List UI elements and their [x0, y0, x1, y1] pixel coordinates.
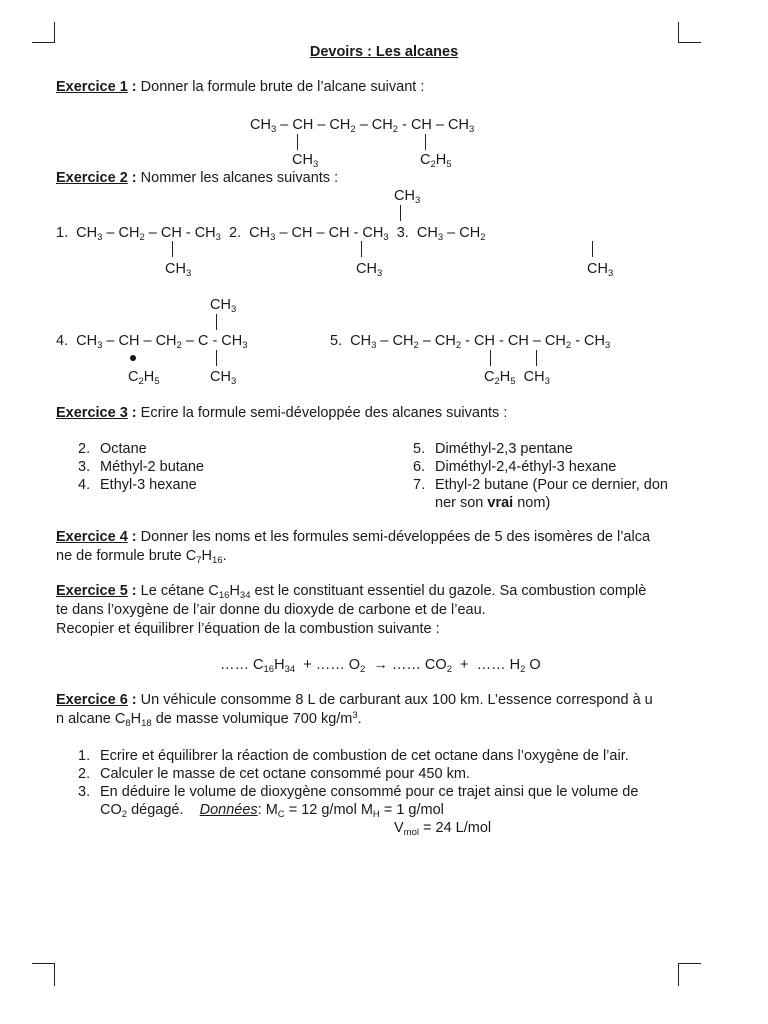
list-item: 5. Diméthyl-2,3 pentane — [413, 441, 573, 457]
ex2-f4-sub2: $CH_3$ — [210, 369, 237, 387]
ex1-bond-2 — [425, 134, 426, 150]
crop-mark-top-right — [678, 22, 701, 43]
ex4-label: Exercice 4 — [56, 529, 128, 545]
list-item: 1. Ecrire et équilibrer la réaction de combustion de cet octane dans l’oxygène de l’air. — [78, 748, 629, 764]
ex2-f1-bond — [172, 241, 173, 257]
ex6-list — [78, 747, 638, 801]
ex3-label: Exercice 3 — [56, 405, 128, 421]
list-item-cont: ner son vrai nom) — [435, 495, 551, 511]
ex1-sub-c2h5: $C_2H_5$ — [420, 152, 452, 170]
ex2-f2-bond — [361, 241, 362, 257]
ex3-heading: Exercice 3 : Ecrire la formule semi-développée des alcanes suivants : — [56, 405, 508, 421]
crop-mark-top-left — [32, 22, 55, 43]
ex1-heading: Exercice 1 : Donner la formule brute de l’alcane suivant : — [56, 79, 425, 95]
ex6-line1: Exercice 6 : Un véhicule consomme 8 L de carburant aux 100 km. L’essence correspond à u — [56, 692, 653, 708]
ex6-label: Exercice 6 — [56, 692, 128, 708]
page-title: Devoirs : Les alcanes — [309, 44, 459, 60]
donnees-label: Données — [199, 802, 258, 818]
ex5-line2: te dans l’oxygène de l’air donne du dioxyde de carbone et de l’eau. — [56, 602, 486, 618]
ex1-label: Exercice 1 — [56, 79, 128, 95]
ex2-f5-sub: $C_2H_5$ $CH_3$ — [484, 369, 550, 387]
ex5-line3: Recopier et équilibrer l’équation de la combustion suivante : — [56, 621, 440, 637]
ex6-vmol: $V_{mol} = 24$ L/mol — [394, 820, 492, 838]
ex2-f5-bond-2 — [536, 350, 537, 366]
ex2-f5-bond-1 — [490, 350, 491, 366]
ex2-text: Nommer les alcanes suivants : — [140, 170, 339, 186]
ex2-f3-sub: $CH_3$ — [587, 261, 614, 279]
list-item: 3. Méthyl-2 butane — [78, 459, 204, 475]
ex2-row2: 4. $CH_3$ – CH – $CH_2$ – C - $CH_3$ — [56, 333, 248, 351]
ex1-bond-1 — [297, 134, 298, 150]
list-item: 6. Diméthyl-2,4-éthyl-3 hexane — [413, 459, 617, 475]
list-item: 7. Ethyl-2 butane (Pour ce dernier, don — [413, 477, 668, 493]
ex3-right-list — [413, 440, 668, 512]
ex3-left-list — [78, 440, 204, 494]
ex5-line1: Exercice 5 : Le cétane $C_{16}H_{34}$ est le constituant essentiel du gazole. Sa combustion complè — [56, 583, 647, 601]
list-item: 2. Calculer le masse de cet octane consommé pour 450 km. — [78, 766, 470, 782]
ex3-text: Ecrire la formule semi-développée des alcanes suivants : — [140, 405, 508, 421]
crop-mark-bottom-left — [32, 963, 55, 986]
ex4-line2: ne de formule brute $C_7H_{16}$. — [56, 548, 227, 566]
ex5-label: Exercice 5 — [56, 583, 128, 599]
ex2-f4-top-bond — [216, 314, 217, 330]
ex2-f3-bond — [592, 241, 593, 257]
ex1-sub-ch3: $CH_3$ — [292, 152, 319, 170]
ex2-f4-sub1: $C_2H_5$ — [128, 369, 160, 387]
list-item: 3. En déduire le volume de dioxygène consommé pour ce trajet ainsi que le volume de — [78, 784, 639, 800]
ex2-row2-f5: 5. $CH_3 - CH_2 - CH_2$ - CH - CH – $CH_2 - CH_3$ — [330, 333, 611, 351]
ex4-line1: Exercice 4 : Donner les noms et les formules semi-développées de 5 des isomères de l’alca — [56, 529, 651, 545]
ex2-f4-bond-dot — [130, 355, 136, 361]
ex2-f1-sub: $CH_3$ — [165, 261, 192, 279]
ex2-heading: Exercice 2 : Nommer les alcanes suivants : — [56, 170, 339, 186]
ex1-formula: $CH_3$ – CH – $CH_2 - CH_2$ - CH – $CH_3$ — [250, 117, 475, 135]
ex2-f4-bond — [216, 350, 217, 366]
ex2-f2-top-bond — [400, 205, 401, 221]
ex6-item3-cont: $CO_2$ dégagé. Données: $M_C = 12$ g/mol $M_H = 1$ g/mol — [100, 802, 444, 820]
ex2-f2-top: $CH_3$ — [394, 188, 421, 206]
ex2-row1: 1. $CH_3 - CH_2$ – CH - $CH_3$ 2. $CH_3$ – CH – CH - $CH_3$ 3. $CH_3 - CH_2$ — [56, 225, 486, 243]
list-item: 2. Octane — [78, 441, 147, 457]
list-item: 4. Ethyl-3 hexane — [78, 477, 197, 493]
ex5-equation: …… $C_{16}H_{34}$ + …… $O_2$ → …… $CO_2$ + …… $H_2$ O — [220, 657, 541, 675]
ex1-text: Donner la formule brute de l’alcane suivant : — [140, 79, 425, 95]
crop-mark-bottom-right — [678, 963, 701, 986]
ex6-line2: n alcane $C_8H_{18}$ de masse volumique 700 $kg/m^3$. — [56, 710, 362, 729]
ex2-label: Exercice 2 — [56, 170, 128, 186]
ex2-f4-top: $CH_3$ — [210, 297, 237, 315]
ex2-f2-sub: $CH_3$ — [356, 261, 383, 279]
